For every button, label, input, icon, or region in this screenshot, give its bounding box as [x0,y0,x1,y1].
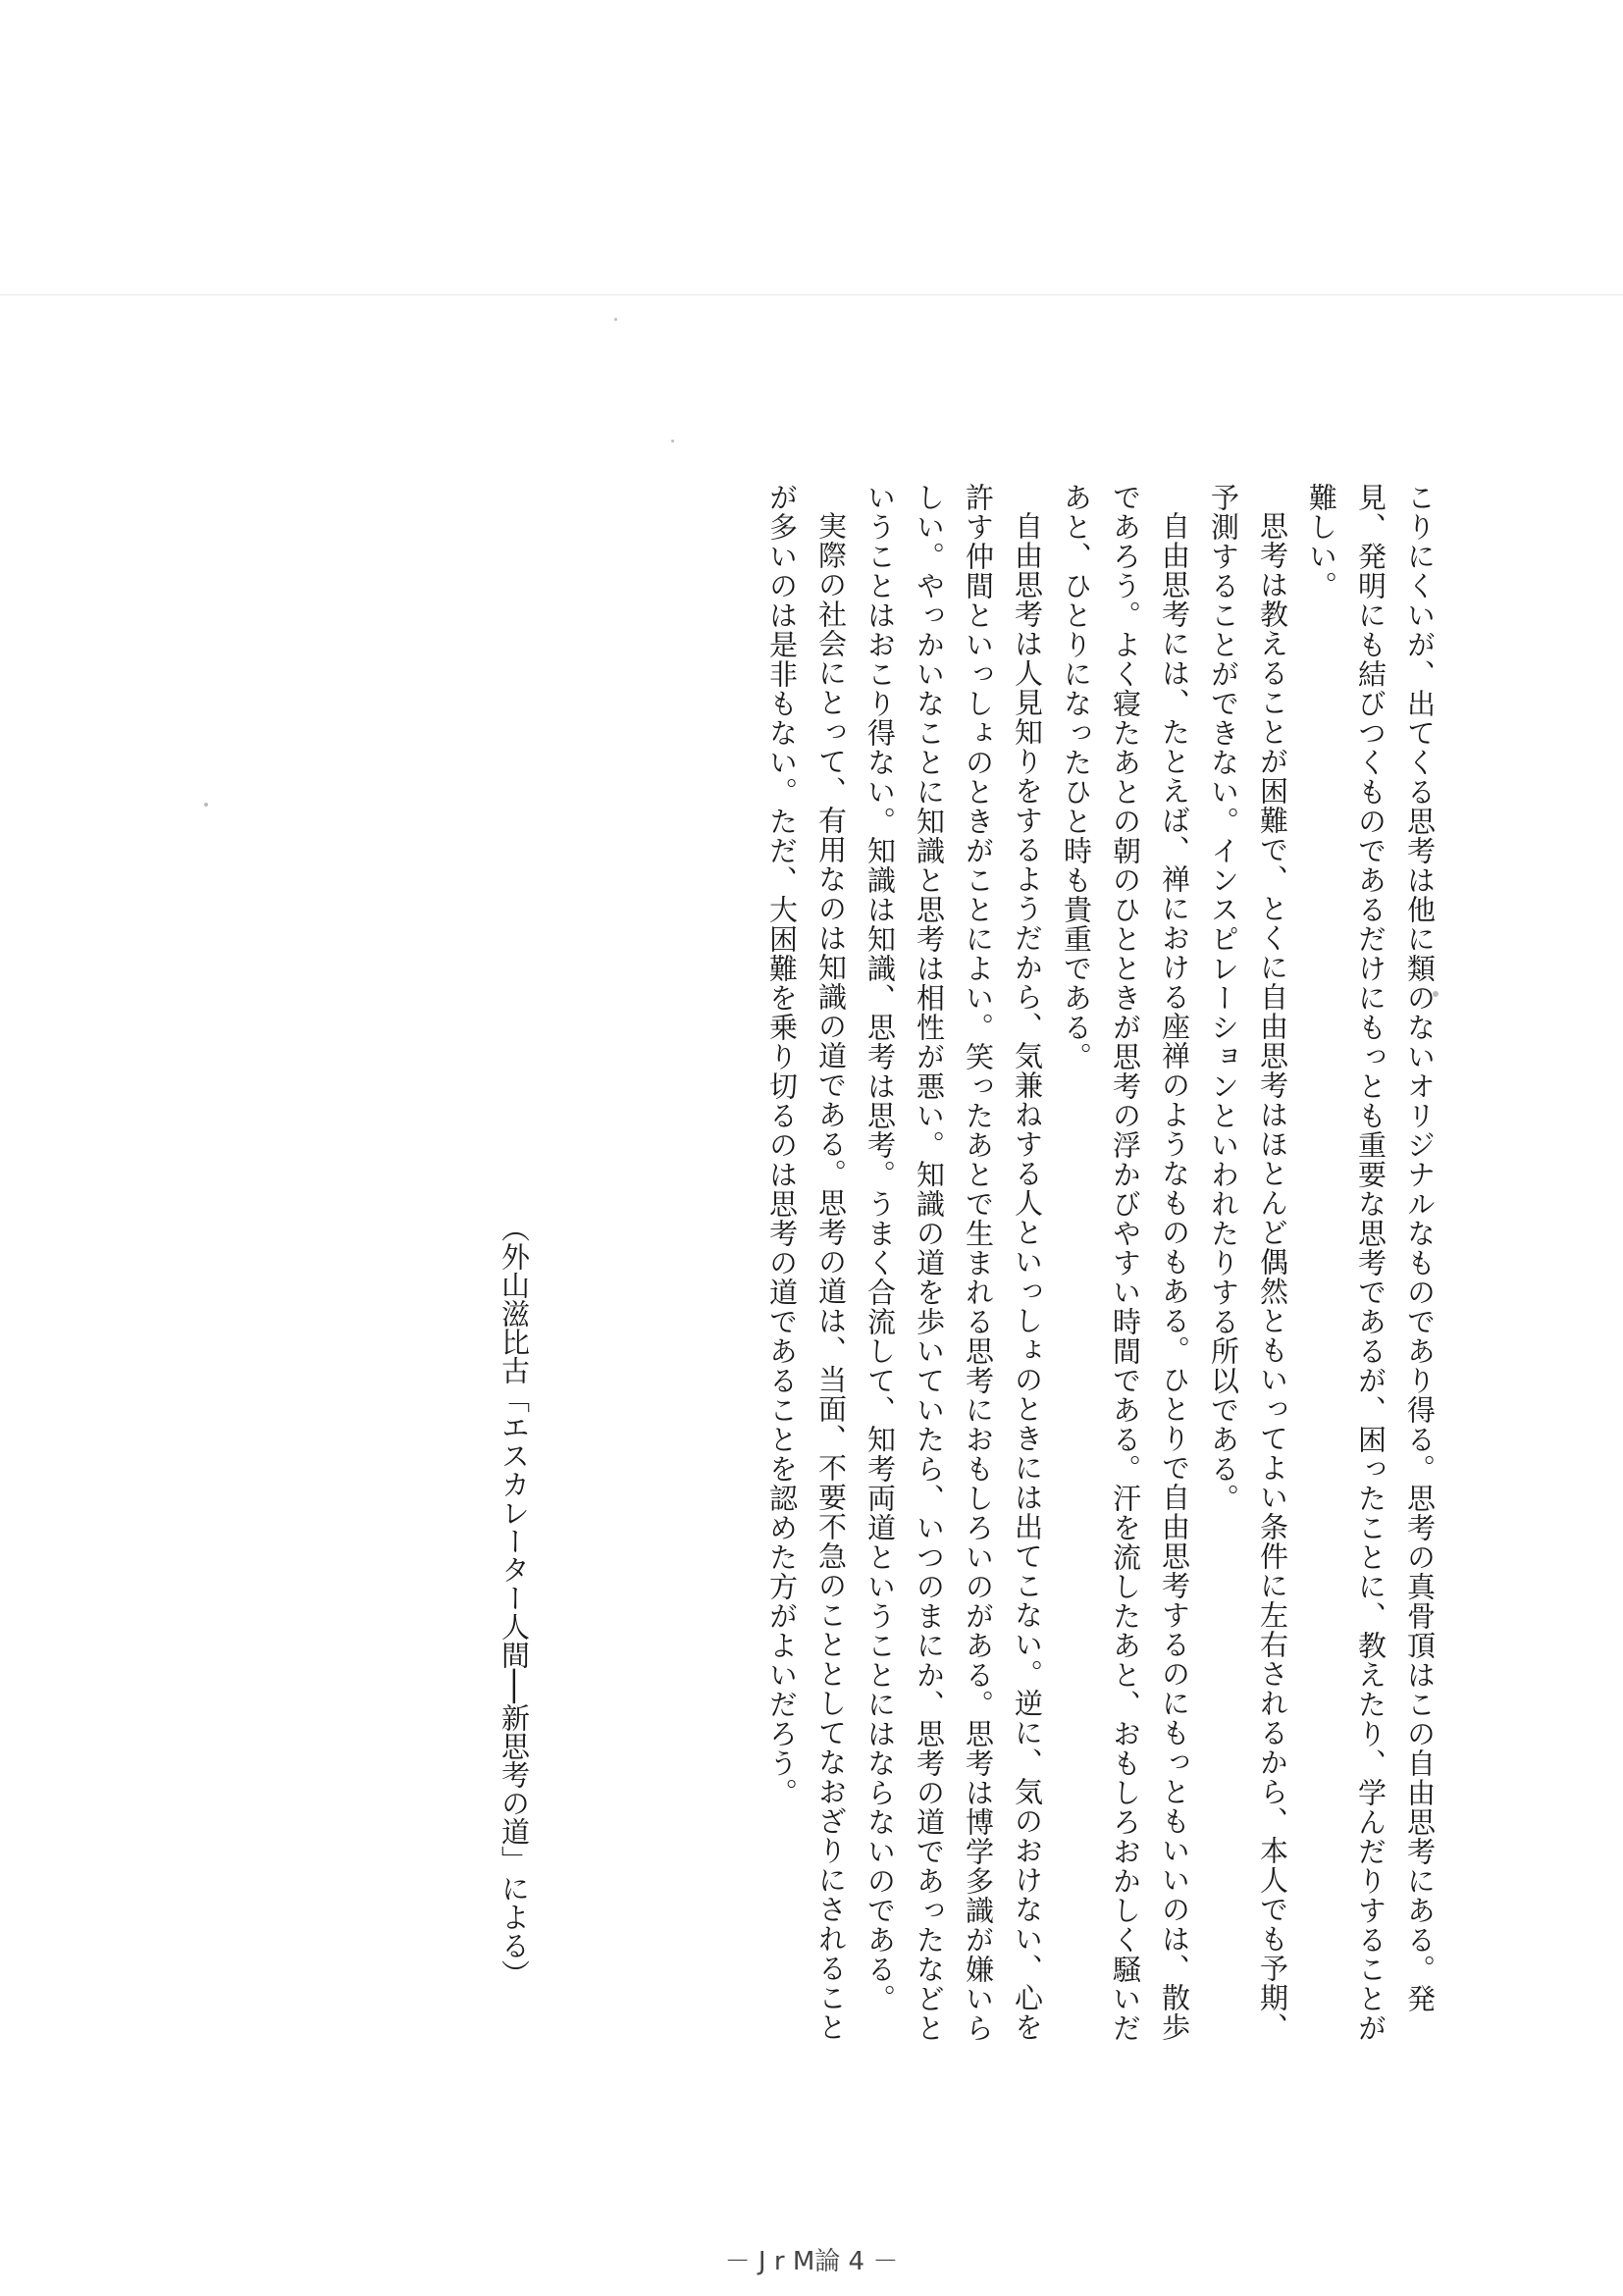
paragraph-5: 実際の社会にとって、有用なのは知識の道である。思考の道は、当面、不要不急のこととしてなおざりにされることが多いのは是非もない。ただ、大困難を乗り切るのは思考の道であることを認めた方がよいだろう。 [765,483,848,2042]
scan-speck [614,318,617,321]
page-footer: － J r M論 4 － [724,2247,899,2276]
paragraph-4: 自由思考は人見知りをするようだから、気兼ねする人といっしょのときには出てこない。逆に、気のおけない、心を許す仲間といっしょのときがことによい。笑ったあとで生まれる思考におもしろいのがある。思考は博学多識が嫌いらしい。やっかいなことに知識と思考は相性が悪い。知識の道を歩いていたら、いつのまにか、思考の道であったなどということはおこり得ない。知識は知識、思考は思考。うまく合流して、知考両道ということにはならないのである。 [864,483,1044,2043]
paragraph-1: こりにくいが、出てくる思考は他に類のないオリジナルなものであり得る。思考の真骨頂はこの自由思考にある。発見、発明にも結びつくものであるだけにもっとも重要な思考であるが、困ったことに、教えたり、学んだりすることが難しい。 [1305,483,1437,2043]
paragraph-2: 思考は教えることが困難で、とくに自由思考はほとんど偶然ともいってよい条件に左右されるから、本人でも予期、予測することができない。インスピレーションといわれたりする所以である。 [1207,483,1289,2042]
source-citation: （外山滋比古「エスカレーター人間──新思考の道」による） [497,1214,531,1988]
scan-edge-line [0,294,1623,295]
paragraph-3: 自由思考には、たとえば、禅における座禅のようなものもある。ひとりで自由思考するのにもっともいいのは、散歩であろう。よく寝たあとの朝のひとときが思考の浮かびやすい時間である。汗を流したあと、おもしろおかしく騒いだあと、ひとりになったひと時も貴重である。 [1060,483,1191,2043]
essay-body [169,483,1444,2053]
scan-speck [671,440,674,443]
